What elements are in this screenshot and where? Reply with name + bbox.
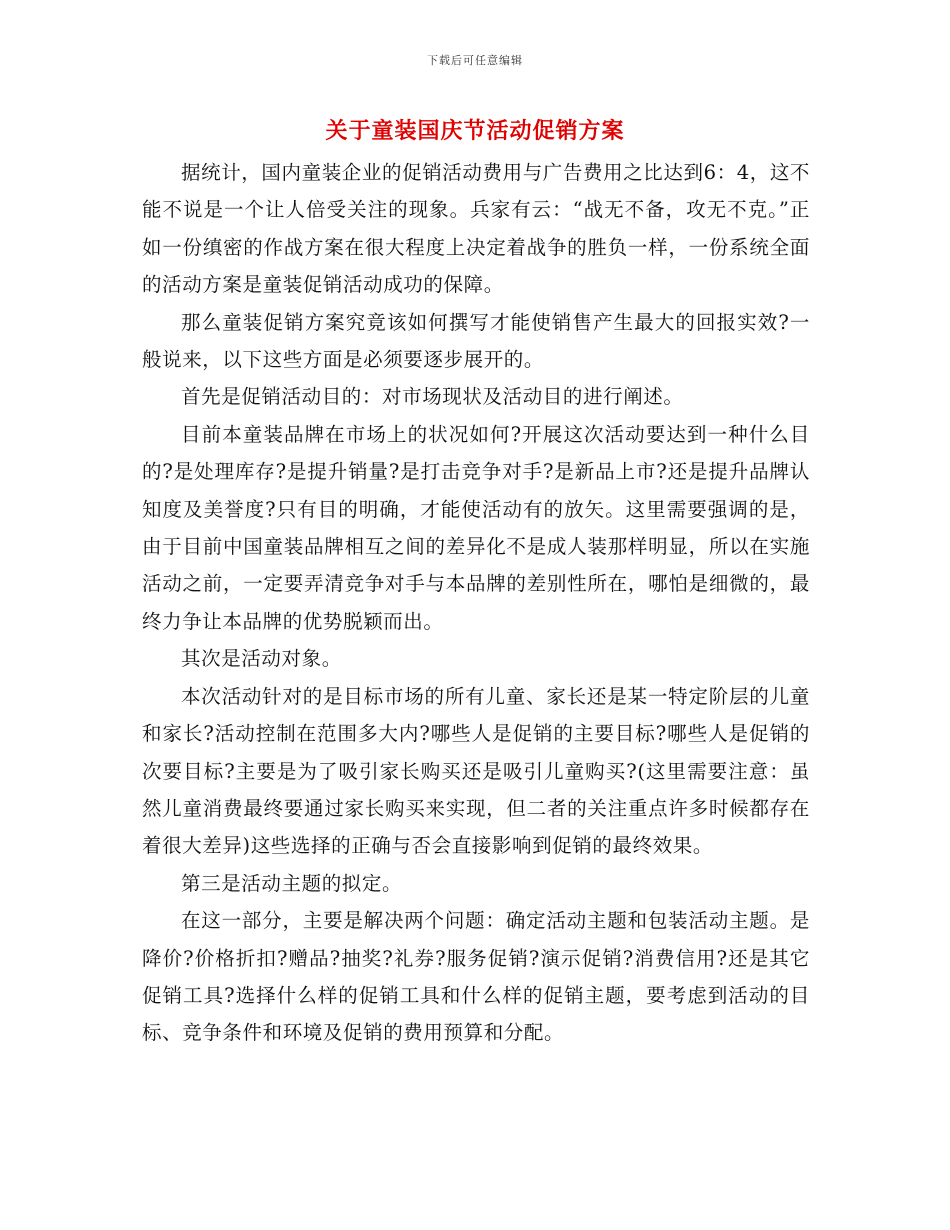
paragraph: 据统计，国内童装企业的促销活动费用与广告费用之比达到6：4，这不能不说是一个让人倍受关注的现象。兵家有云：“战无不备，攻无不克。”正如一份缜密的作战方案在很大程度上决定着战争的胜负一样，一份系统全面的活动方案是童装促销活动成功的保障。 bbox=[142, 161, 811, 297]
paragraph: 其次是活动对象。 bbox=[181, 647, 342, 671]
header-note: 下载后可任意编辑 bbox=[427, 54, 523, 67]
paragraph: 目前本童装品牌在市场上的状况如何?开展这次活动要达到一种什么目的?是处理库存?是提升销量?是打击竞争对手?是新品上市?还是提升品牌认知度及美誉度?只有目的明确，才能使活动有的放矢。这里需要强调的是，由于目前中国童装品牌相互之间的差异化不是成人装那样明显，所以在实施活动之前，一定要弄清竞争对手与本品牌的差别性所在，哪怕是细微的，最终力争让本品牌的优势脱颖而出。 bbox=[142, 422, 810, 633]
paragraph: 那么童装促销方案究竟该如何撰写才能使销售产生最大的回报实效?一般说来，以下这些方面是必须要逐步展开的。 bbox=[142, 310, 810, 372]
paragraph: 首先是促销活动目的：对市场现状及活动目的进行阐述。 bbox=[181, 385, 684, 409]
document-title: 关于童装国庆节活动促销方案 bbox=[325, 119, 625, 144]
paragraph: 本次活动针对的是目标市场的所有儿童、家长还是某一特定阶层的儿童和家长?活动控制在范围多大内?哪些人是促销的主要目标?哪些人是促销的次要目标?主要是为了吸引家长购买还是吸引儿童购买?(这里需要注意：虽然儿童消费最终要通过家长购买来实现，但二者的关注重点许多时候都存在着很大差异)这些选择的正确与否会直接影响到促销的最终效果。 bbox=[142, 684, 810, 858]
paragraph: 在这一部分，主要是解决两个问题：确定活动主题和包装活动主题。是降价?价格折扣?赠品?抽奖?礼券?服务促销?演示促销?消费信用?还是其它促销工具?选择什么样的促销工具和什么样的促销主题，要考虑到活动的目标、竞争条件和环境及促销的费用预算和分配。 bbox=[142, 909, 810, 1045]
paragraph: 第三是活动主题的拟定。 bbox=[181, 871, 403, 895]
document-body bbox=[142, 154, 810, 1052]
